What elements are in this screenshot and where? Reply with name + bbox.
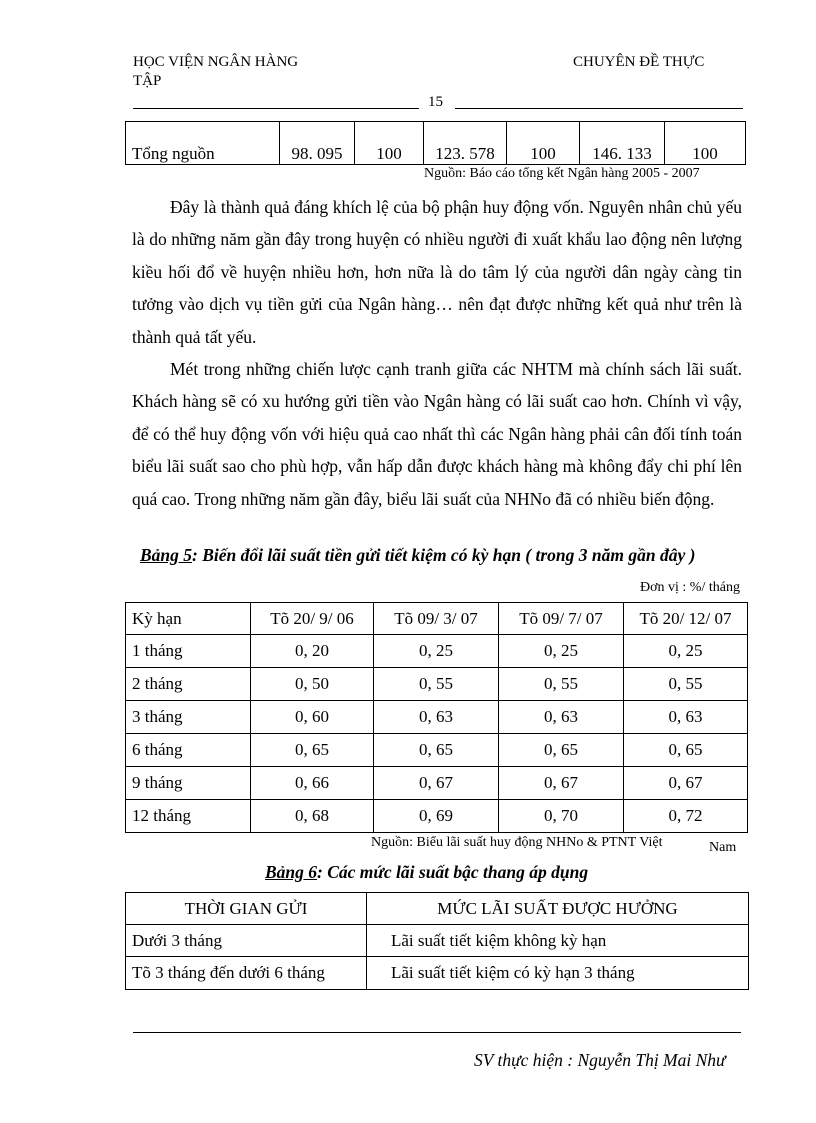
table-row — [126, 122, 746, 165]
table-header-row — [126, 893, 749, 925]
table-cell: 0, 67 — [374, 767, 499, 800]
table-cell: 0, 63 — [624, 701, 748, 734]
table-row — [126, 734, 748, 767]
tiered-rate-table — [125, 892, 749, 990]
table-cell: 0, 68 — [251, 800, 374, 833]
table-cell: 0, 69 — [374, 800, 499, 833]
table-row — [126, 635, 748, 668]
table-row — [126, 957, 749, 990]
table5-caption — [140, 545, 695, 566]
table-cell: 100 — [355, 122, 424, 165]
table-cell: 0, 63 — [499, 701, 624, 734]
table-cell: 0, 65 — [624, 734, 748, 767]
header-institution: HỌC VIỆN NGÂN HÀNG — [133, 54, 299, 70]
table-cell: 0, 25 — [624, 635, 748, 668]
column-header: Tõ 20/ 12/ 07 — [624, 603, 748, 635]
header-institution-continued: TẬP — [133, 73, 162, 89]
table-cell: 0, 55 — [624, 668, 748, 701]
table6-caption-text: : Các mức lãi suất bậc thang áp dụng — [317, 862, 589, 882]
column-header: Tõ 20/ 9/ 06 — [251, 603, 374, 635]
interest-rate-table — [125, 602, 748, 833]
funding-total-table — [125, 121, 746, 165]
table-cell: 0, 67 — [499, 767, 624, 800]
table-cell: 0, 50 — [251, 668, 374, 701]
table-cell: 123. 578 — [424, 122, 507, 165]
body-text — [132, 191, 742, 515]
source-note-1: Nguồn: Báo cáo tổng kết Ngân hàng 2005 - 2007 — [424, 166, 700, 181]
table-cell: 0, 55 — [374, 668, 499, 701]
table-cell: 12 tháng — [126, 800, 251, 833]
paragraph-2: Mét trong những chiến lược cạnh tranh giữa các NHTM mà chính sách lãi suất. Khách hàng sẽ có xu hướng gửi tiền vào Ngân hàng có lãi suất cao hơn. Chính vì vậy, để có thể huy động vốn với hiệu quả cao nhất thì các Ngân hàng phải cân đối tính toán biểu lãi suất sao cho phù hợp, vẫn hấp dẫn được khách hàng mà không đẩy chi phí lên quá cao. Trong những năm gần đây, biểu lãi suất của NHNo đã có nhiều biến động. — [132, 359, 742, 509]
table-row — [126, 701, 748, 734]
page-number: 15 — [428, 94, 443, 110]
table-cell: 6 tháng — [126, 734, 251, 767]
column-header: THỜI GIAN GỬI — [126, 893, 367, 925]
table-cell: 2 tháng — [126, 668, 251, 701]
table-cell: 0, 70 — [499, 800, 624, 833]
table-cell: 146. 133 — [580, 122, 665, 165]
table-cell: 0, 65 — [251, 734, 374, 767]
table-cell: 0, 20 — [251, 635, 374, 668]
source-note-2-tail: Nam — [709, 840, 737, 855]
table-cell: 1 tháng — [126, 635, 251, 668]
table-cell: 0, 55 — [499, 668, 624, 701]
column-header: Tõ 09/ 7/ 07 — [499, 603, 624, 635]
header-rule-left — [133, 108, 419, 109]
table-cell: 0, 60 — [251, 701, 374, 734]
table-cell: 98. 095 — [280, 122, 355, 165]
table-row — [126, 668, 748, 701]
table-cell: 0, 65 — [374, 734, 499, 767]
table-cell: Tổng nguồn — [126, 122, 280, 165]
table-cell: 9 tháng — [126, 767, 251, 800]
table-cell: 3 tháng — [126, 701, 251, 734]
table-cell: 0, 66 — [251, 767, 374, 800]
table-cell: 0, 63 — [374, 701, 499, 734]
table-header-row — [126, 603, 748, 635]
table-cell: Tõ 3 tháng đến dưới 6 tháng — [126, 957, 367, 990]
table-cell: Dưới 3 tháng — [126, 925, 367, 957]
header-rule-right — [455, 108, 743, 109]
footer-rule — [133, 1032, 741, 1033]
column-header: Tõ 09/ 3/ 07 — [374, 603, 499, 635]
table-row — [126, 925, 749, 957]
table-cell: 0, 72 — [624, 800, 748, 833]
column-header: MỨC LÃI SUẤT ĐƯỢC HƯỞNG — [367, 893, 749, 925]
table-cell: 100 — [665, 122, 746, 165]
table-cell: 0, 67 — [624, 767, 748, 800]
column-header: Kỳ hạn — [126, 603, 251, 635]
paragraph-1: Đây là thành quả đáng khích lệ của bộ phận huy động vốn. Nguyên nhân chủ yếu là do những năm gần đây trong huyện có nhiều người đi xuất khẩu lao động nên lượng kiều hối đổ về huyện nhiều hơn, hơn nữa là do tâm lý của người dân ngày càng tin tưởng vào dịch vụ tiền gửi của Ngân hàng… nên đạt được những kết quả như trên là thành quả tất yếu. — [132, 197, 742, 347]
table5-caption-text: : Biến đổi lãi suất tiền gửi tiết kiệm có kỳ hạn ( trong 3 năm gần đây ) — [192, 545, 696, 565]
table-cell: 100 — [507, 122, 580, 165]
table6-caption — [265, 862, 588, 883]
table5-unit: Đơn vị : %/ tháng — [640, 580, 740, 595]
table5-caption-label: Bảng 5 — [140, 545, 193, 565]
table-row — [126, 767, 748, 800]
header-report-title: CHUYÊN ĐỀ THỰC — [573, 54, 705, 70]
table-cell: Lãi suất tiết kiệm có kỳ hạn 3 tháng — [367, 957, 749, 990]
table6-caption-label: Bảng 6 — [265, 862, 318, 882]
source-note-2: Nguồn: Biểu lãi suất huy động NHNo & PTNT Việt — [371, 835, 663, 850]
table-cell: 0, 25 — [499, 635, 624, 668]
table-cell: 0, 25 — [374, 635, 499, 668]
table-row — [126, 800, 748, 833]
footer-author: SV thực hiện : Nguyễn Thị Mai Như — [474, 1050, 726, 1070]
table-cell: 0, 65 — [499, 734, 624, 767]
table-cell: Lãi suất tiết kiệm không kỳ hạn — [367, 925, 749, 957]
